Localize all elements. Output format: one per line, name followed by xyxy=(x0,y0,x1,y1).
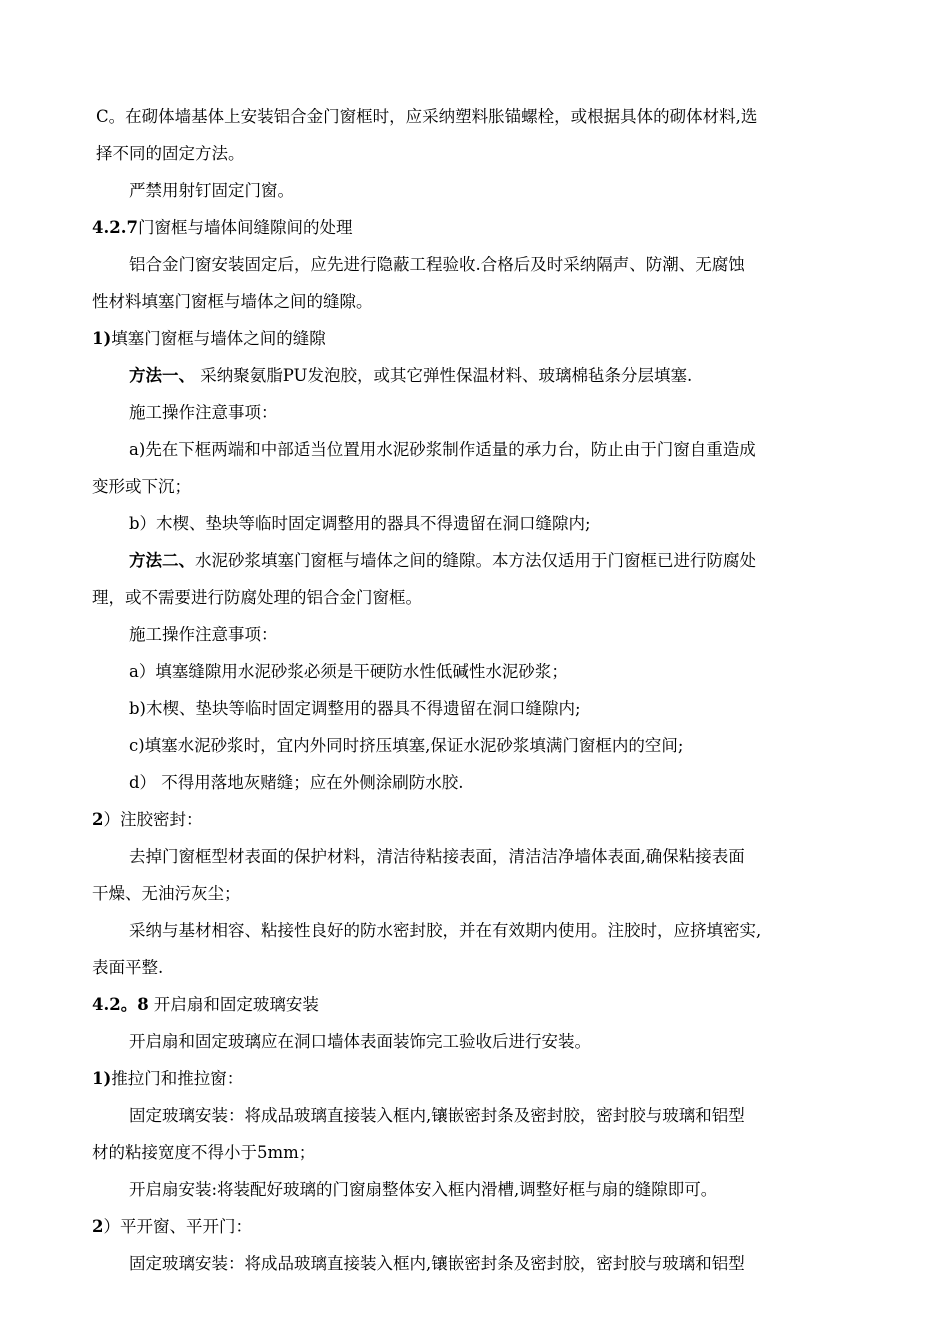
text-line xyxy=(92,653,862,690)
line-text: 开启扇和固定玻璃应在洞口墙体表面装饰完工验收后进行安装。 xyxy=(129,1032,591,1051)
line-text: 铝合金门窗安装固定后，应先进行隐蔽工程验收.合格后及时采纳隔声、防潮、无腐蚀 xyxy=(129,255,745,274)
bold-label: 4.2.7 xyxy=(92,218,138,237)
line-text: 干燥、无油污灰尘； xyxy=(92,884,241,903)
line-text: 表面平整. xyxy=(92,958,164,977)
line-text: 填塞门窗框与墙体之间的缝隙 xyxy=(111,329,326,348)
section-heading xyxy=(92,801,862,838)
text-line xyxy=(92,542,862,579)
section-heading xyxy=(92,1208,862,1245)
bold-label: 2 xyxy=(92,810,104,829)
text-line xyxy=(92,838,862,875)
bold-label: 方法一、 xyxy=(129,366,195,385)
line-text: 施工操作注意事项： xyxy=(129,625,278,644)
section-heading xyxy=(92,1060,862,1097)
text-line xyxy=(92,394,862,431)
line-text: 择不同的固定方法。 xyxy=(96,144,245,163)
text-line xyxy=(92,98,862,135)
line-text: 水泥砂浆填塞门窗框与墙体之间的缝隙。本方法仅适用于门窗框已进行防腐处 xyxy=(195,551,756,570)
line-text: a)先在下框两端和中部适当位置用水泥砂浆制作适量的承力台，防止由于门窗自重造成 xyxy=(129,440,756,459)
line-text: 推拉门和推拉窗： xyxy=(111,1069,244,1088)
section-heading xyxy=(92,209,862,246)
line-text: 门窗框与墙体间缝隙间的处理 xyxy=(137,218,353,237)
line-text: 开启扇安装:将装配好玻璃的门窗扇整体安入框内滑槽,调整好框与扇的缝隙即可。 xyxy=(129,1180,718,1199)
line-text: d） 不得用落地灰赌缝；应在外侧涂刷防水胶. xyxy=(129,773,464,792)
text-line xyxy=(92,764,862,801)
line-text: ）注胶密封： xyxy=(103,810,203,829)
bold-label: 1) xyxy=(92,1069,112,1088)
line-text: 严禁用射钉固定门窗。 xyxy=(129,181,294,200)
line-text: 性材料填塞门窗框与墙体之间的缝隙。 xyxy=(92,292,373,311)
text-line xyxy=(92,1171,862,1208)
section-heading xyxy=(92,986,862,1023)
text-line xyxy=(92,579,862,616)
line-text: 去掉门窗框型材表面的保护材料，清洁待粘接表面，清洁洁净墙体表面,确保粘接表面 xyxy=(129,847,745,866)
text-line xyxy=(92,283,862,320)
text-line xyxy=(92,1023,862,1060)
text-line xyxy=(92,431,862,468)
text-line xyxy=(92,505,862,542)
bold-label: 1) xyxy=(92,329,112,348)
bold-label: 方法二、 xyxy=(129,551,195,570)
text-line xyxy=(92,172,862,209)
line-text: 采纳与基材相容、粘接性良好的防水密封胶，并在有效期内使用。注胶时，应挤填密实, xyxy=(129,921,762,940)
line-text: a）填塞缝隙用水泥砂浆必须是干硬防水性低碱性水泥砂浆； xyxy=(129,662,568,681)
text-line xyxy=(92,949,862,986)
text-line xyxy=(92,875,862,912)
text-line xyxy=(92,1245,862,1282)
text-line xyxy=(92,1097,862,1134)
line-text: c)填塞水泥砂浆时，宜内外同时挤压填塞,保证水泥砂浆填满门窗框内的空间; xyxy=(129,736,684,755)
text-line xyxy=(92,357,862,394)
line-text: 固定玻璃安装：将成品玻璃直接装入框内,镶嵌密封条及密封胶，密封胶与玻璃和铝型 xyxy=(129,1254,745,1273)
text-line xyxy=(92,616,862,653)
line-text: C。在砌体墙基体上安装铝合金门窗框时，应采纳塑料胀锚螺栓，或根据具体的砌体材料,选 xyxy=(96,107,758,126)
bold-label: 4.2。8 xyxy=(92,995,149,1014)
text-line xyxy=(92,727,862,764)
line-text: ）平开窗、平开门： xyxy=(103,1217,252,1236)
line-text: 施工操作注意事项： xyxy=(129,403,278,422)
line-text: 固定玻璃安装：将成品玻璃直接装入框内,镶嵌密封条及密封胶，密封胶与玻璃和铝型 xyxy=(129,1106,745,1125)
text-line xyxy=(92,135,862,172)
line-text: 材的粘接宽度不得小于5mm； xyxy=(92,1143,316,1162)
text-line xyxy=(92,468,862,505)
text-line xyxy=(92,912,862,949)
line-text: b）木楔、垫块等临时固定调整用的器具不得遗留在洞口缝隙内; xyxy=(129,514,591,533)
section-heading xyxy=(92,320,862,357)
bold-label: 2 xyxy=(92,1217,104,1236)
line-text: 开启扇和固定玻璃安装 xyxy=(148,995,319,1014)
text-line xyxy=(92,690,862,727)
line-text: b)木楔、垫块等临时固定调整用的器具不得遗留在洞口缝隙内; xyxy=(129,699,581,718)
line-text: 理，或不需要进行防腐处理的铝合金门窗框。 xyxy=(92,588,422,607)
line-text: 变形或下沉； xyxy=(92,477,191,496)
text-line xyxy=(92,1134,862,1171)
text-line xyxy=(92,246,862,283)
line-text: 采纳聚氨脂PU发泡胶，或其它弹性保温材料、玻璃棉毡条分层填塞. xyxy=(195,366,693,385)
